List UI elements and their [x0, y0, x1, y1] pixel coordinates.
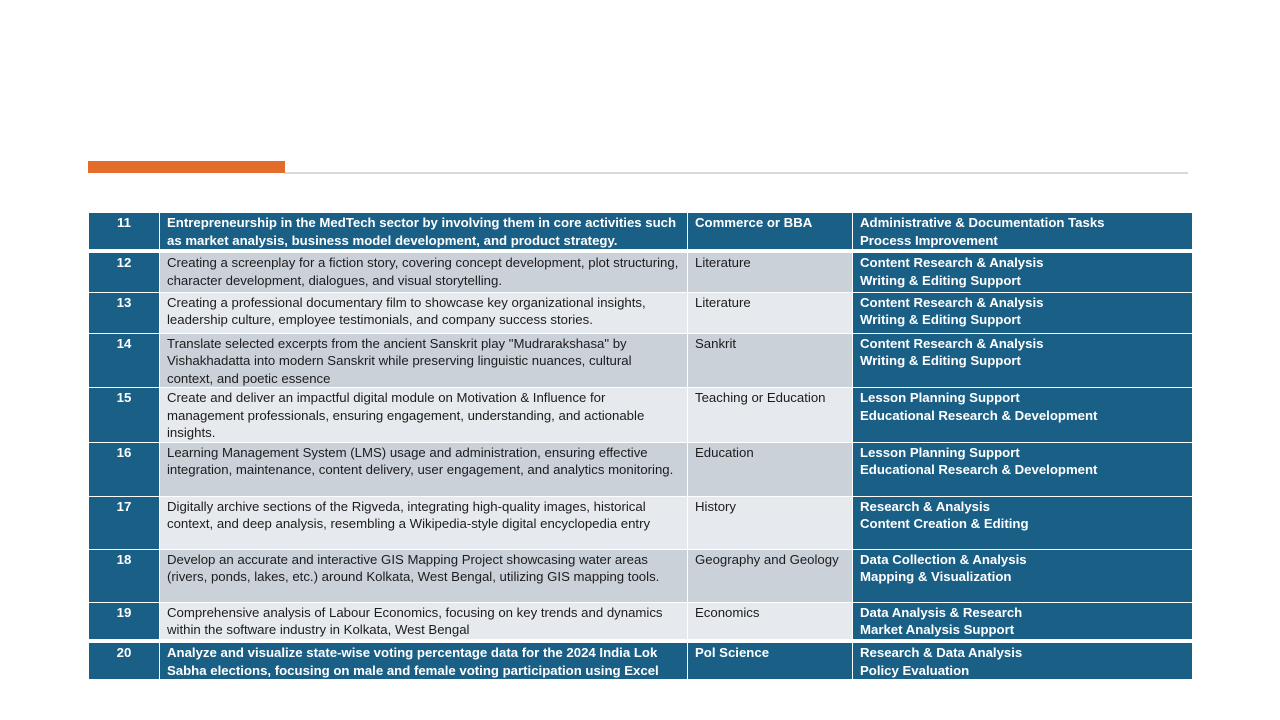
row-number: 18: [89, 549, 160, 602]
subject-area: Teaching or Education: [688, 388, 853, 443]
role-item: Educational Research & Development: [860, 462, 1098, 477]
role-list: [853, 388, 1193, 443]
role-list: [853, 602, 1193, 641]
role-item: Content Research & Analysis: [860, 335, 1044, 351]
role-item: Market Analysis Support: [860, 622, 1015, 637]
role-item: Content Research & Analysis: [860, 294, 1044, 310]
subject-area: Economics: [688, 602, 853, 641]
role-item: Writing & Editing Support: [860, 312, 1021, 327]
subject-area: Sankrit: [688, 333, 853, 388]
role-list: [853, 292, 1193, 333]
role-item: Data Collection & Analysis: [860, 551, 1027, 567]
role-list: [853, 213, 1193, 252]
project-description: Comprehensive analysis of Labour Economics, focusing on key trends and dynamics within the software industry in Kolkata, West Bengal: [160, 602, 688, 641]
role-item: Administrative & Documentation Tasks: [860, 215, 1105, 230]
role-item: Process Improvement: [860, 232, 998, 248]
role-list: [853, 496, 1193, 549]
row-number: 20: [89, 641, 160, 680]
row-number: 15: [89, 388, 160, 443]
role-item: Research & Data Analysis: [860, 645, 1023, 660]
subject-area: Literature: [688, 251, 853, 292]
role-list: [853, 442, 1193, 496]
role-list: [853, 333, 1193, 388]
project-description: Analyze and visualize state-wise voting percentage data for the 2024 India Lok Sabha elections, focusing on male and female voting participation using Excel: [160, 641, 688, 680]
row-number: 17: [89, 496, 160, 549]
role-item: Research & Analysis: [860, 498, 990, 514]
role-item: Content Creation & Editing: [860, 516, 1029, 531]
row-number: 12: [89, 251, 160, 292]
table-row: [89, 602, 1193, 641]
role-item: Policy Evaluation: [860, 662, 970, 678]
role-list: [853, 549, 1193, 602]
project-description: Create and deliver an impactful digital module on Motivation & Influence for management professionals, ensuring engagement, understanding, and actionable insights.: [160, 388, 688, 443]
subject-area: Literature: [688, 292, 853, 333]
role-item: Writing & Editing Support: [860, 353, 1021, 368]
projects-table: [88, 212, 1193, 680]
role-list: [853, 251, 1193, 292]
project-description: Creating a screenplay for a fiction story, covering concept development, plot structuring, character development, dialogues, and visual storytelling.: [160, 251, 688, 292]
project-description: Creating a professional documentary film to showcase key organizational insights, leadership culture, employee testimonials, and company success stories.: [160, 292, 688, 333]
role-item: Data Analysis & Research: [860, 604, 1023, 620]
role-item: Content Research & Analysis: [860, 255, 1044, 270]
subject-area: Geography and Geology: [688, 549, 853, 602]
row-number: 11: [89, 213, 160, 252]
role-item: Lesson Planning Support: [860, 444, 1020, 460]
title-divider-line: [285, 172, 1188, 174]
table-row: [89, 292, 1193, 333]
project-description: Entrepreneurship in the MedTech sector by involving them in core activities such as market analysis, business model development, and product strategy.: [160, 213, 688, 252]
row-number: 14: [89, 333, 160, 388]
project-description: Digitally archive sections of the Rigveda, integrating high-quality images, historical context, and deep analysis, resembling a Wikipedia-style digital encyclopedia entry: [160, 496, 688, 549]
role-list: [853, 641, 1193, 680]
table-row: [89, 251, 1193, 292]
table-row: [89, 641, 1193, 680]
subject-area: Pol Science: [688, 641, 853, 680]
role-item: Lesson Planning Support: [860, 390, 1020, 405]
row-number: 13: [89, 292, 160, 333]
row-number: 19: [89, 602, 160, 641]
role-item: Educational Research & Development: [860, 407, 1098, 423]
role-item: Writing & Editing Support: [860, 272, 1021, 288]
subject-area: History: [688, 496, 853, 549]
row-number: 16: [89, 442, 160, 496]
table-row: [89, 333, 1193, 388]
table-row: [89, 213, 1193, 252]
table-row: [89, 496, 1193, 549]
table-row: [89, 549, 1193, 602]
title-accent-bar: [88, 161, 285, 173]
table-row: [89, 388, 1193, 443]
project-description: Learning Management System (LMS) usage and administration, ensuring effective integration, maintenance, content delivery, user engagement, and analytics monitoring.: [160, 442, 688, 496]
role-item: Mapping & Visualization: [860, 569, 1012, 584]
project-description: Translate selected excerpts from the ancient Sanskrit play "Mudrarakshasa" by Vishakhadatta into modern Sanskrit while preserving linguistic nuances, cultural context, and poetic essence: [160, 333, 688, 388]
project-description: Develop an accurate and interactive GIS Mapping Project showcasing water areas (rivers, ponds, lakes, etc.) around Kolkata, West Bengal, utilizing GIS mapping tools.: [160, 549, 688, 602]
subject-area: Education: [688, 442, 853, 496]
subject-area: Commerce or BBA: [688, 213, 853, 252]
table-row: [89, 442, 1193, 496]
